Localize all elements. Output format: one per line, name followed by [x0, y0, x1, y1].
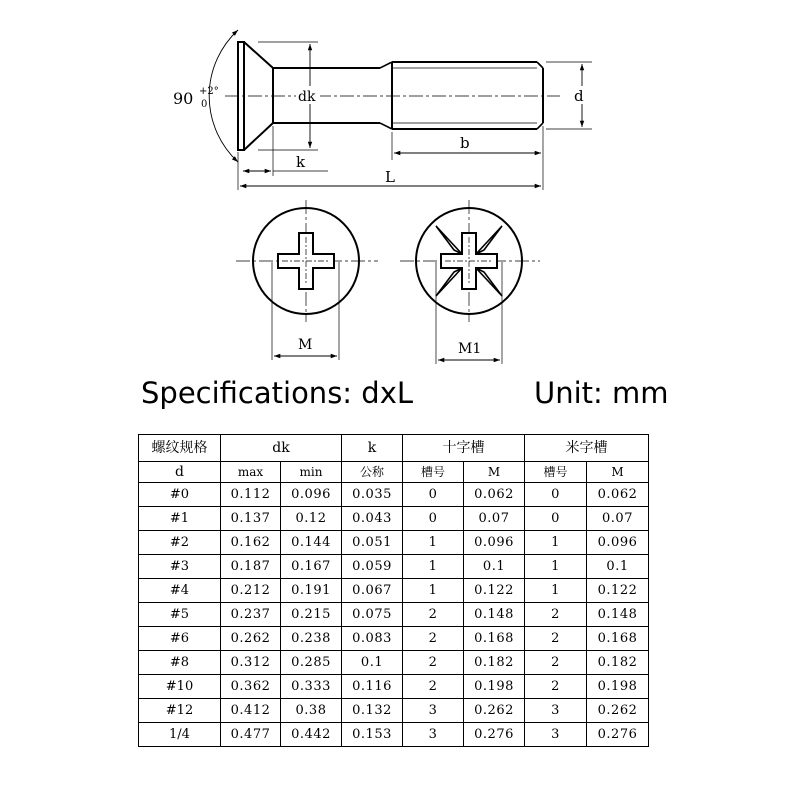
cell-p-m: 0.062: [587, 483, 649, 507]
cell-c-no: 0: [403, 507, 464, 531]
cell-dk-min: 0.215: [281, 603, 342, 627]
cell-p-no: 1: [525, 531, 587, 555]
cell-dk-max: 0.262: [221, 627, 281, 651]
pozidriv-head-view: [400, 200, 540, 364]
cell-dk-max: 0.362: [221, 675, 281, 699]
cell-dk-max: 0.162: [221, 531, 281, 555]
cell-p-no: 0: [525, 507, 587, 531]
cell-dk-min: 0.167: [281, 555, 342, 579]
cell-p-no: 1: [525, 579, 587, 603]
cell-p-m: 0.096: [587, 531, 649, 555]
screw-side-view: [209, 30, 592, 190]
table-row: [139, 507, 649, 531]
cell-p-m: 0.276: [587, 723, 649, 747]
header-cross-recess: 十字槽: [403, 435, 525, 462]
d-label: d: [574, 87, 584, 105]
cell-c-m: 0.062: [464, 483, 525, 507]
cell-c-m: 0.182: [464, 651, 525, 675]
cell-d: #1: [139, 507, 221, 531]
table-row: [139, 651, 649, 675]
cell-p-no: 3: [525, 723, 587, 747]
cell-dk-min: 0.38: [281, 699, 342, 723]
header-cross-slot-no: 槽号: [403, 462, 464, 483]
cell-dk-min: 0.12: [281, 507, 342, 531]
cell-dk-max: 0.237: [221, 603, 281, 627]
cell-dk-min: 0.191: [281, 579, 342, 603]
cell-d: #6: [139, 627, 221, 651]
cell-c-m: 0.148: [464, 603, 525, 627]
cell-p-m: 0.148: [587, 603, 649, 627]
cell-d: #10: [139, 675, 221, 699]
k-label: k: [296, 153, 306, 171]
angle-tolerance-upper: +2°: [199, 86, 219, 97]
cell-p-no: 0: [525, 483, 587, 507]
cell-c-no: 1: [403, 579, 464, 603]
cell-c-m: 0.096: [464, 531, 525, 555]
cell-c-m: 0.07: [464, 507, 525, 531]
cell-c-no: 3: [403, 699, 464, 723]
cell-p-no: 2: [525, 675, 587, 699]
cell-p-no: 2: [525, 651, 587, 675]
cell-dk-min: 0.285: [281, 651, 342, 675]
cell-d: #2: [139, 531, 221, 555]
table-row: [139, 723, 649, 747]
cell-k: 0.051: [342, 531, 403, 555]
cell-c-m: 0.198: [464, 675, 525, 699]
cell-k: 0.153: [342, 723, 403, 747]
header-cross-m: M: [464, 462, 525, 483]
cell-k: 0.067: [342, 579, 403, 603]
header-k-nominal: 公称: [342, 462, 403, 483]
cell-p-m: 0.1: [587, 555, 649, 579]
header-pozi-slot-no: 槽号: [525, 462, 587, 483]
cell-p-no: 2: [525, 627, 587, 651]
cell-dk-max: 0.137: [221, 507, 281, 531]
cell-dk-min: 0.442: [281, 723, 342, 747]
cell-dk-max: 0.112: [221, 483, 281, 507]
cell-d: #5: [139, 603, 221, 627]
header-thread-spec: 螺纹规格: [139, 435, 221, 462]
cell-p-m: 0.168: [587, 627, 649, 651]
header-k: k: [342, 435, 403, 462]
cell-c-no: 1: [403, 555, 464, 579]
cell-k: 0.132: [342, 699, 403, 723]
cell-k: 0.083: [342, 627, 403, 651]
unit-heading: Unit: mm: [534, 376, 669, 410]
cell-d: #4: [139, 579, 221, 603]
angle-tolerance-lower: 0: [201, 99, 208, 110]
table-row: [139, 579, 649, 603]
table-row: [139, 555, 649, 579]
cell-k: 0.116: [342, 675, 403, 699]
table-row: [139, 699, 649, 723]
cell-c-m: 0.168: [464, 627, 525, 651]
header-d: d: [139, 462, 221, 483]
cell-c-no: 2: [403, 675, 464, 699]
header-pozi-recess: 米字槽: [525, 435, 649, 462]
cell-d: 1/4: [139, 723, 221, 747]
cell-k: 0.043: [342, 507, 403, 531]
screw-technical-drawing: [0, 0, 800, 370]
table-row: [139, 627, 649, 651]
cell-p-m: 0.122: [587, 579, 649, 603]
cell-dk-min: 0.333: [281, 675, 342, 699]
cell-k: 0.075: [342, 603, 403, 627]
cell-dk-max: 0.412: [221, 699, 281, 723]
M-label: M: [298, 337, 313, 353]
cell-dk-max: 0.187: [221, 555, 281, 579]
angle-label: 90: [173, 89, 194, 108]
cell-p-no: 3: [525, 699, 587, 723]
cell-dk-min: 0.144: [281, 531, 342, 555]
cell-p-no: 1: [525, 555, 587, 579]
table-row: [139, 531, 649, 555]
table-row: [139, 603, 649, 627]
cell-c-no: 0: [403, 483, 464, 507]
cell-dk-max: 0.212: [221, 579, 281, 603]
table-row: [139, 483, 649, 507]
header-dk-max: max: [221, 462, 281, 483]
cell-d: #8: [139, 651, 221, 675]
header-dk-min: min: [281, 462, 342, 483]
dimensions-table: [138, 434, 649, 747]
cell-c-m: 0.276: [464, 723, 525, 747]
cell-d: #3: [139, 555, 221, 579]
specifications-heading: Specifications: dxL: [141, 376, 414, 410]
cell-d: #0: [139, 483, 221, 507]
cell-dk-min: 0.238: [281, 627, 342, 651]
cell-c-no: 2: [403, 603, 464, 627]
cell-c-m: 0.262: [464, 699, 525, 723]
cell-dk-max: 0.312: [221, 651, 281, 675]
cell-p-m: 0.262: [587, 699, 649, 723]
cell-p-m: 0.182: [587, 651, 649, 675]
header-dk: dk: [221, 435, 342, 462]
phillips-head-view: [236, 200, 378, 360]
cell-p-m: 0.198: [587, 675, 649, 699]
cell-k: 0.035: [342, 483, 403, 507]
cell-p-no: 2: [525, 603, 587, 627]
cell-c-no: 2: [403, 651, 464, 675]
b-label: b: [460, 134, 470, 152]
cell-p-m: 0.07: [587, 507, 649, 531]
cell-c-no: 3: [403, 723, 464, 747]
cell-dk-max: 0.477: [221, 723, 281, 747]
cell-d: #12: [139, 699, 221, 723]
cell-c-no: 1: [403, 531, 464, 555]
cell-dk-min: 0.096: [281, 483, 342, 507]
cell-c-m: 0.1: [464, 555, 525, 579]
table-row: [139, 675, 649, 699]
cell-c-no: 2: [403, 627, 464, 651]
cell-k: 0.059: [342, 555, 403, 579]
L-label: L: [385, 168, 395, 186]
cell-c-m: 0.122: [464, 579, 525, 603]
header-pozi-m: M: [587, 462, 649, 483]
M1-label: M1: [458, 341, 482, 357]
dk-label: dk: [298, 89, 316, 105]
cell-k: 0.1: [342, 651, 403, 675]
